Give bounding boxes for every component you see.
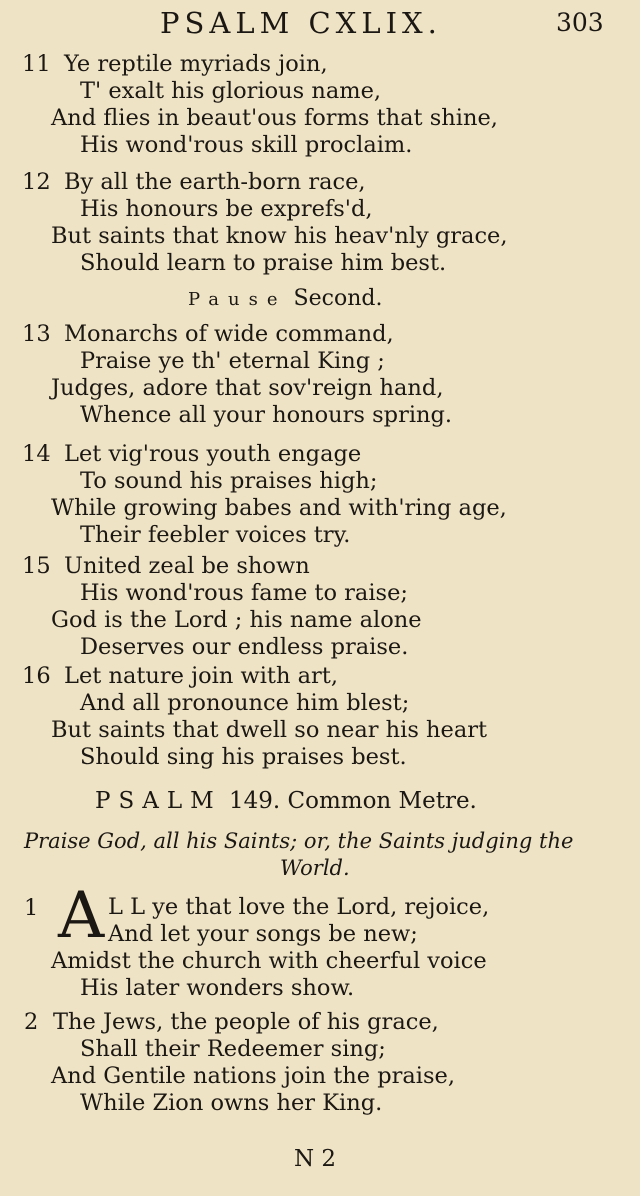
verse-line: While Zion owns her King.: [80, 1090, 383, 1116]
verse-number: 14: [22, 441, 51, 467]
verse-line: United zeal be shown: [64, 553, 310, 579]
verse-line: And all pronounce him blest;: [80, 690, 410, 716]
verse-line: Praise ye th' eternal King ;: [80, 348, 385, 374]
verse-line: To sound his praises high;: [80, 468, 378, 494]
verse-line: Ye reptile myriads join,: [64, 51, 328, 77]
verse-line: His honours be exprefs'd,: [80, 196, 373, 222]
signature-mark: N 2: [294, 1146, 337, 1172]
pause-label: Second.: [293, 286, 383, 311]
verse-line: And flies in beaut'ous forms that shine,: [51, 105, 498, 131]
verse-line: And Gentile nations join the praise,: [51, 1063, 456, 1089]
drop-cap: A: [58, 879, 105, 953]
verse-line: His wond'rous skill proclaim.: [80, 132, 413, 158]
pause-word: Pause: [188, 289, 287, 310]
verse-line: God is the Lord ; his name alone: [51, 607, 422, 633]
verse-line: Deserves our endless praise.: [80, 634, 409, 660]
verse-number: 11: [22, 51, 51, 77]
verse-line: The Jews, the people of his grace,: [53, 1009, 439, 1035]
verse-line: L L ye that love the Lord, rejoice,: [108, 894, 490, 920]
verse-line: While growing babes and with'ring age,: [51, 495, 507, 521]
verse-number: 2: [24, 1009, 39, 1035]
verse-line: Should sing his praises best.: [80, 744, 407, 770]
psalm-heading: [95, 787, 477, 815]
pause-heading: [188, 285, 382, 314]
running-header-title: PSALM CXLIX.: [160, 6, 442, 40]
verse-number: 13: [22, 321, 51, 347]
verse-line: T' exalt his glorious name,: [80, 78, 382, 104]
verse-line: Their feebler voices try.: [80, 522, 351, 548]
verse-line: Amidst the church with cheerful voice: [51, 948, 487, 974]
verse-number: 16: [22, 663, 51, 689]
psalm-subtitle-line: World.: [280, 856, 350, 880]
verse-line: Let nature join with art,: [64, 663, 338, 689]
verse-line: Shall their Redeemer sing;: [80, 1036, 386, 1062]
verse-line: His later wonders show.: [80, 975, 355, 1001]
verse-line: Let vig'rous youth engage: [64, 441, 362, 467]
page-number: 303: [556, 8, 604, 37]
verse-number: 12: [22, 169, 51, 195]
verse-line: Whence all your honours spring.: [80, 402, 453, 428]
verse-line: His wond'rous fame to raise;: [80, 580, 408, 606]
verse-line: Judges, adore that sov'reign hand,: [51, 375, 444, 401]
psalm-heading-rest: 149. Common Metre.: [228, 788, 477, 814]
psalm-word: PSALM: [95, 788, 222, 814]
verse-number: 15: [22, 553, 51, 579]
verse-number: 1: [24, 895, 39, 921]
verse-line: But saints that dwell so near his heart: [51, 717, 488, 743]
verse-line: Should learn to praise him best.: [80, 250, 447, 276]
verse-line: By all the earth-born race,: [64, 169, 366, 195]
psalm-subtitle-line: Praise God, all his Saints; or, the Saints judging the: [24, 829, 574, 853]
verse-line: But saints that know his heav'nly grace,: [51, 223, 508, 249]
verse-line: And let your songs be new;: [108, 921, 418, 947]
verse-line: Monarchs of wide command,: [64, 321, 394, 347]
